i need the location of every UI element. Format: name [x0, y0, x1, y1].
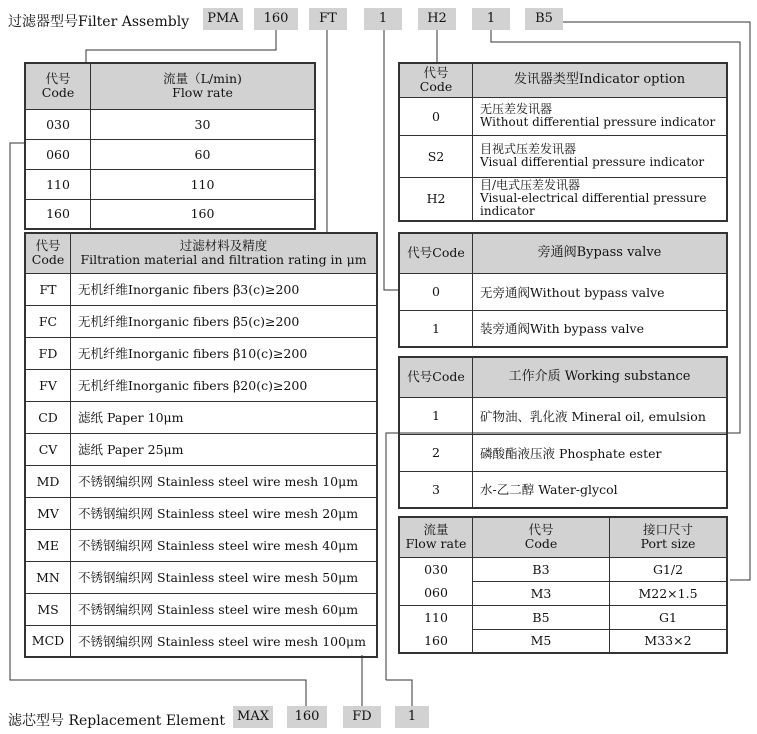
cell-material: 不锈钢编织网 Stainless steel wire mesh 10μm — [71, 465, 378, 497]
cell-indicator — [473, 177, 728, 221]
cell-desc: 装旁通阀With bypass valve — [473, 310, 728, 347]
assembly-code-port: B5 — [525, 8, 563, 30]
cell-code: FV — [25, 369, 71, 401]
substance-header-option: 工作介质 Working substance — [473, 357, 728, 397]
table-row — [25, 593, 377, 625]
replacement-code-substance: 1 — [395, 706, 429, 728]
port-header-code — [473, 517, 610, 557]
cell-material: 无机纤维Inorganic fibers β10(c)≥200 — [71, 337, 378, 369]
replacement-code-material: FD — [343, 706, 381, 728]
cell-desc: 矿物油、乳化液 Mineral oil, emulsion — [473, 397, 728, 434]
table-row — [399, 97, 727, 135]
assembly-code-indicator: H2 — [418, 8, 456, 30]
cell-desc: 磷酸酯液压液 Phosphate ester — [473, 434, 728, 471]
replacement-code-series: MAX — [233, 706, 273, 728]
assembly-code-series: PMA — [203, 8, 243, 30]
cell-flow: 110 — [399, 605, 473, 629]
cell-material: 不锈钢编织网 Stainless steel wire mesh 60μm — [71, 593, 378, 625]
cell-code: M5 — [473, 629, 610, 653]
cell-flow: 60 — [91, 139, 316, 169]
indicator-header-code — [399, 63, 473, 97]
table-row — [25, 433, 377, 465]
filtration-header-material — [71, 233, 378, 273]
port-header-code-en: Code — [524, 536, 558, 552]
cell-code: 060 — [25, 139, 91, 169]
cell-code: FT — [25, 273, 71, 305]
cell-code: M3 — [473, 581, 610, 605]
cell-flow: 060 — [399, 581, 473, 605]
table-row — [25, 169, 315, 199]
cell-code: FC — [25, 305, 71, 337]
indicator-en: Visual differential pressure indicator — [480, 155, 705, 169]
cell-material: 不锈钢编织网 Stainless steel wire mesh 40μm — [71, 529, 378, 561]
indicator-en: Visual-electrical differential pressure indicator — [480, 191, 707, 219]
substance-table — [398, 356, 728, 509]
table-row — [399, 605, 727, 629]
table-row — [25, 465, 377, 497]
cell-flow: 30 — [91, 109, 316, 139]
port-header-size — [610, 517, 728, 557]
cell-code: MV — [25, 497, 71, 529]
table-row — [25, 401, 377, 433]
table-row — [25, 369, 377, 401]
cell-code: 3 — [399, 471, 473, 508]
filtration-header-code-en: Code — [31, 252, 65, 268]
table-row — [25, 529, 377, 561]
cell-port: M22×1.5 — [610, 581, 728, 605]
table-row — [25, 305, 377, 337]
cell-flow: 110 — [91, 169, 316, 199]
cell-code: MS — [25, 593, 71, 625]
cell-code: 160 — [25, 199, 91, 229]
cell-desc: 水-乙二醇 Water-glycol — [473, 471, 728, 508]
filtration-header-material-en: Filtration material and filtration rating in μm — [80, 252, 367, 268]
port-header-code-cn: 代号 — [528, 522, 554, 538]
cell-code: 110 — [25, 169, 91, 199]
indicator-cn: 目视式压差发讯器 — [480, 142, 577, 156]
filtration-header-code-cn: 代号 — [35, 238, 61, 254]
cell-code: MD — [25, 465, 71, 497]
flow-header-rate-cn: 流量（L/min) — [163, 71, 242, 87]
assembly-code-material: FT — [309, 8, 347, 30]
port-table — [398, 516, 728, 654]
cell-material: 滤纸 Paper 10μm — [71, 401, 378, 433]
cell-code: FD — [25, 337, 71, 369]
cell-flow: 160 — [399, 629, 473, 653]
table-row — [399, 581, 727, 605]
substance-header-code: 代号Code — [399, 357, 473, 397]
port-header-size-en: Port size — [640, 536, 696, 552]
cell-material: 无机纤维Inorganic fibers β5(c)≥200 — [71, 305, 378, 337]
filtration-header-material-cn: 过滤材料及精度 — [179, 238, 268, 254]
cell-code: 2 — [399, 434, 473, 471]
table-row — [399, 177, 727, 221]
cell-indicator — [473, 97, 728, 135]
cell-code: MN — [25, 561, 71, 593]
indicator-cn: 目/电式压差发讯器 — [480, 178, 581, 193]
port-header-flow-cn: 流量 — [423, 522, 449, 538]
cell-code: H2 — [399, 177, 473, 221]
flow-header-code-cn: 代号 — [45, 71, 71, 87]
cell-code: 1 — [399, 397, 473, 434]
flow-header-code — [25, 63, 91, 109]
indicator-header-code-cn: 代号 — [423, 65, 449, 81]
port-header-flow — [399, 517, 473, 557]
cell-code: CV — [25, 433, 71, 465]
table-row — [399, 471, 727, 508]
table-row — [399, 273, 727, 310]
indicator-header-code-en: Code — [419, 79, 453, 95]
filtration-table — [24, 232, 378, 658]
replacement-element-title: 滤芯型号 Replacement Element — [8, 713, 226, 729]
flow-rate-table — [24, 62, 316, 230]
cell-code: ME — [25, 529, 71, 561]
cell-code: 030 — [25, 109, 91, 139]
cell-code: B5 — [473, 605, 610, 629]
table-row — [399, 397, 727, 434]
table-row — [399, 310, 727, 347]
cell-material: 无机纤维Inorganic fibers β20(c)≥200 — [71, 369, 378, 401]
filter-assembly-title: 过滤器型号Filter Assembly — [8, 14, 190, 30]
bypass-table — [398, 232, 728, 348]
cell-code: MCD — [25, 625, 71, 657]
cell-material: 不锈钢编织网 Stainless steel wire mesh 100μm — [71, 625, 378, 657]
filtration-header-code — [25, 233, 71, 273]
table-row — [25, 109, 315, 139]
table-row — [25, 625, 377, 657]
assembly-code-bypass: 1 — [364, 8, 402, 30]
cell-flow: 030 — [399, 557, 473, 581]
assembly-code-substance: 1 — [472, 8, 510, 30]
indicator-header-option: 发讯器类型Indicator option — [473, 63, 728, 97]
indicator-cn: 无压差发讯器 — [480, 102, 553, 116]
cell-code: CD — [25, 401, 71, 433]
table-row — [25, 337, 377, 369]
cell-code: 0 — [399, 273, 473, 310]
cell-material: 滤纸 Paper 25μm — [71, 433, 378, 465]
cell-flow: 160 — [91, 199, 316, 229]
cell-material: 不锈钢编织网 Stainless steel wire mesh 50μm — [71, 561, 378, 593]
port-header-flow-en: Flow rate — [405, 536, 467, 552]
bypass-header-option: 旁通阀Bypass valve — [473, 233, 728, 273]
cell-material: 无机纤维Inorganic fibers β3(c)≥200 — [71, 273, 378, 305]
replacement-code-flow: 160 — [287, 706, 327, 728]
table-row — [399, 135, 727, 177]
indicator-en: Without differential pressure indicator — [480, 115, 716, 129]
flow-header-code-en: Code — [41, 85, 75, 101]
cell-port: M33×2 — [610, 629, 728, 653]
flow-header-rate-en: Flow rate — [172, 85, 233, 101]
port-header-size-cn: 接口尺寸 — [642, 522, 693, 538]
cell-indicator — [473, 135, 728, 177]
cell-material: 不锈钢编织网 Stainless steel wire mesh 20μm — [71, 497, 378, 529]
table-row — [25, 561, 377, 593]
table-row — [399, 629, 727, 653]
table-row — [25, 199, 315, 229]
cell-code: S2 — [399, 135, 473, 177]
table-row — [25, 139, 315, 169]
cell-port: G1/2 — [610, 557, 728, 581]
cell-code: B3 — [473, 557, 610, 581]
table-row — [25, 273, 377, 305]
cell-desc: 无旁通阀Without bypass valve — [473, 273, 728, 310]
table-row — [399, 434, 727, 471]
table-row — [399, 557, 727, 581]
cell-code: 0 — [399, 97, 473, 135]
assembly-code-flow: 160 — [254, 8, 298, 30]
cell-port: G1 — [610, 605, 728, 629]
cell-code: 1 — [399, 310, 473, 347]
table-row — [25, 497, 377, 529]
bypass-header-code: 代号Code — [399, 233, 473, 273]
indicator-table — [398, 62, 728, 222]
flow-header-rate — [91, 63, 316, 109]
